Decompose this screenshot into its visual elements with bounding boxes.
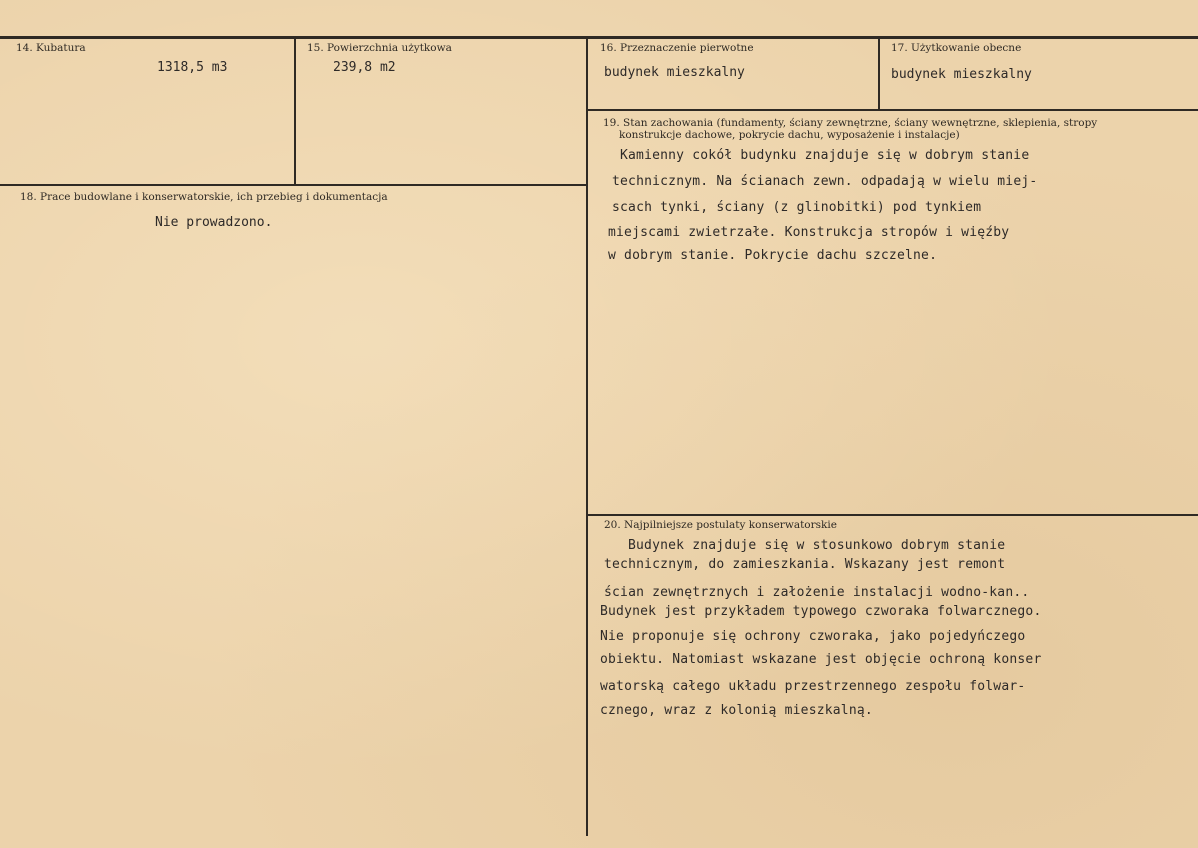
field-20-line: Nie proponuje się ochrony czworaka, jako pojedyńczego bbox=[600, 629, 1026, 644]
rule-16-17-bottom bbox=[586, 109, 1198, 111]
top-rule bbox=[0, 36, 1198, 39]
field-14-value: 1318,5 m3 bbox=[157, 60, 228, 75]
field-20-line: Budynek jest przykładem typowego czworaka folwarcznego. bbox=[600, 604, 1042, 619]
field-18-value: Nie prowadzono. bbox=[155, 215, 273, 230]
field-20-line: obiektu. Natomiast wskazane jest objęcie ochroną konser bbox=[600, 652, 1042, 667]
field-15-label: 15. Powierzchnia użytkowa bbox=[307, 42, 452, 54]
field-19-label-line2: konstrukcje dachowe, pokrycie dachu, wyposażenie i instalacje) bbox=[619, 129, 960, 141]
divider-14-15 bbox=[294, 38, 296, 184]
field-16-label: 16. Przeznaczenie pierwotne bbox=[600, 42, 754, 54]
field-20-line: technicznym, do zamieszkania. Wskazany jest remont bbox=[604, 557, 1006, 572]
field-17-label: 17. Użytkowanie obecne bbox=[891, 42, 1022, 54]
field-16-value: budynek mieszkalny bbox=[604, 65, 745, 80]
divider-left-right bbox=[586, 38, 588, 836]
rule-14-15-bottom bbox=[0, 184, 587, 186]
field-20-line: Budynek znajduje się w stosunkowo dobrym stanie bbox=[628, 538, 1006, 553]
field-14-label: 14. Kubatura bbox=[16, 42, 86, 54]
field-17-value: budynek mieszkalny bbox=[891, 67, 1032, 82]
field-19-line: scach tynki, ściany (z glinobitki) pod tynkiem bbox=[612, 200, 982, 215]
field-18-label: 18. Prace budowlane i konserwatorskie, ich przebieg i dokumentacja bbox=[20, 191, 388, 203]
field-19-line: Kamienny cokół budynku znajduje się w dobrym stanie bbox=[620, 148, 1030, 163]
field-19-line: miejscami zwietrzałe. Konstrukcja stropów i więźby bbox=[608, 225, 1010, 240]
field-20-line: watorską całego układu przestrzennego zespołu folwar- bbox=[600, 679, 1026, 694]
divider-16-17 bbox=[878, 38, 880, 110]
field-20-line: ścian zewnętrznych i założenie instalacji wodno-kan.. bbox=[604, 585, 1030, 600]
field-20-label: 20. Najpilniejsze postulaty konserwatorskie bbox=[604, 519, 837, 531]
field-19-line: w dobrym stanie. Pokrycie dachu szczelne. bbox=[608, 248, 938, 263]
field-15-value: 239,8 m2 bbox=[333, 60, 396, 75]
rule-19-bottom bbox=[586, 514, 1198, 516]
field-20-line: cznego, wraz z kolonią mieszkalną. bbox=[600, 703, 873, 718]
field-19-line: technicznym. Na ścianach zewn. odpadają w wielu miej- bbox=[612, 174, 1038, 189]
field-19-label-line1: 19. Stan zachowania (fundamenty, ściany zewnętrzne, ściany wewnętrzne, sklepienia, stropy bbox=[603, 117, 1098, 129]
